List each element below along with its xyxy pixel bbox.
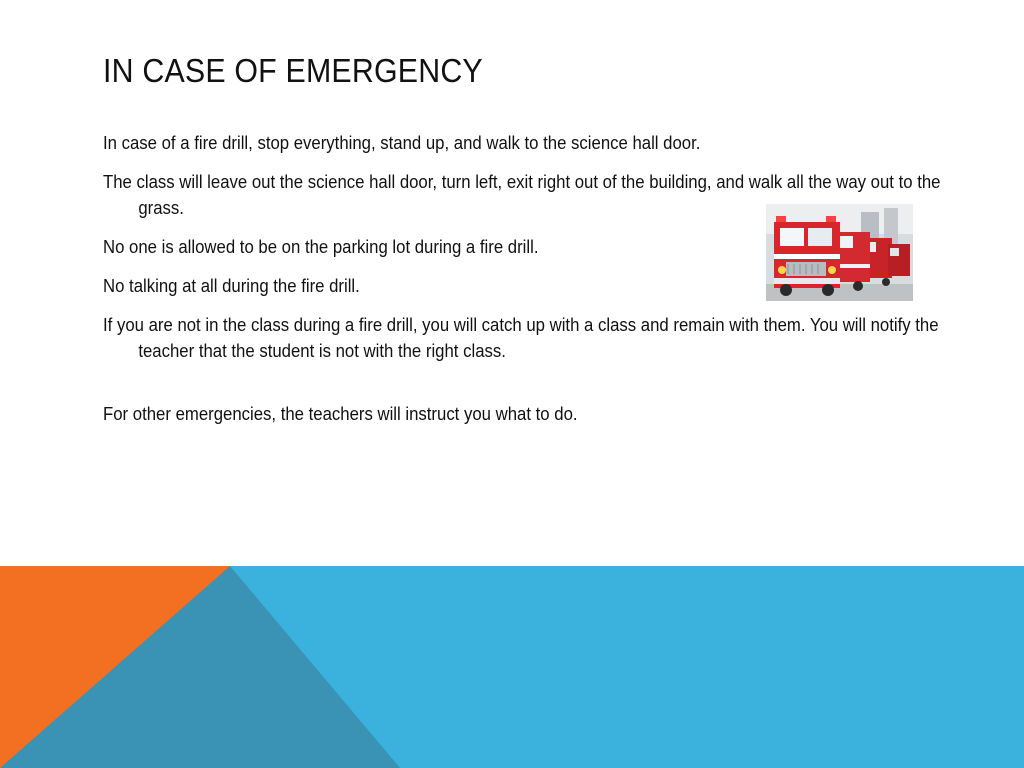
paragraph-exit-route: The class will leave out the science hall door, turn left, exit right out of the building, and walk all the way out to the grass.	[103, 172, 941, 218]
slide-title: IN CASE OF EMERGENCY	[103, 52, 483, 89]
paragraph-not-in-class: If you are not in the class during a fire drill, you will catch up with a class and remain with them. You will notify the teacher that the student is not with the right class.	[103, 315, 939, 361]
paragraph-other-emergencies: For other emergencies, the teachers will instruct you what to do.	[103, 404, 578, 424]
paragraph-fire-drill-start: In case of a fire drill, stop everything, stand up, and walk to the science hall door.	[103, 133, 701, 153]
fire-trucks-illustration	[766, 204, 913, 301]
paragraph-parking-lot: No one is allowed to be on the parking lot during a fire drill.	[103, 237, 539, 257]
paragraph-no-talking: No talking at all during the fire drill.	[103, 276, 360, 296]
fire-trucks-photo	[766, 204, 913, 301]
paragraph-spacer	[103, 377, 933, 401]
decorative-footer-band	[0, 566, 1024, 768]
